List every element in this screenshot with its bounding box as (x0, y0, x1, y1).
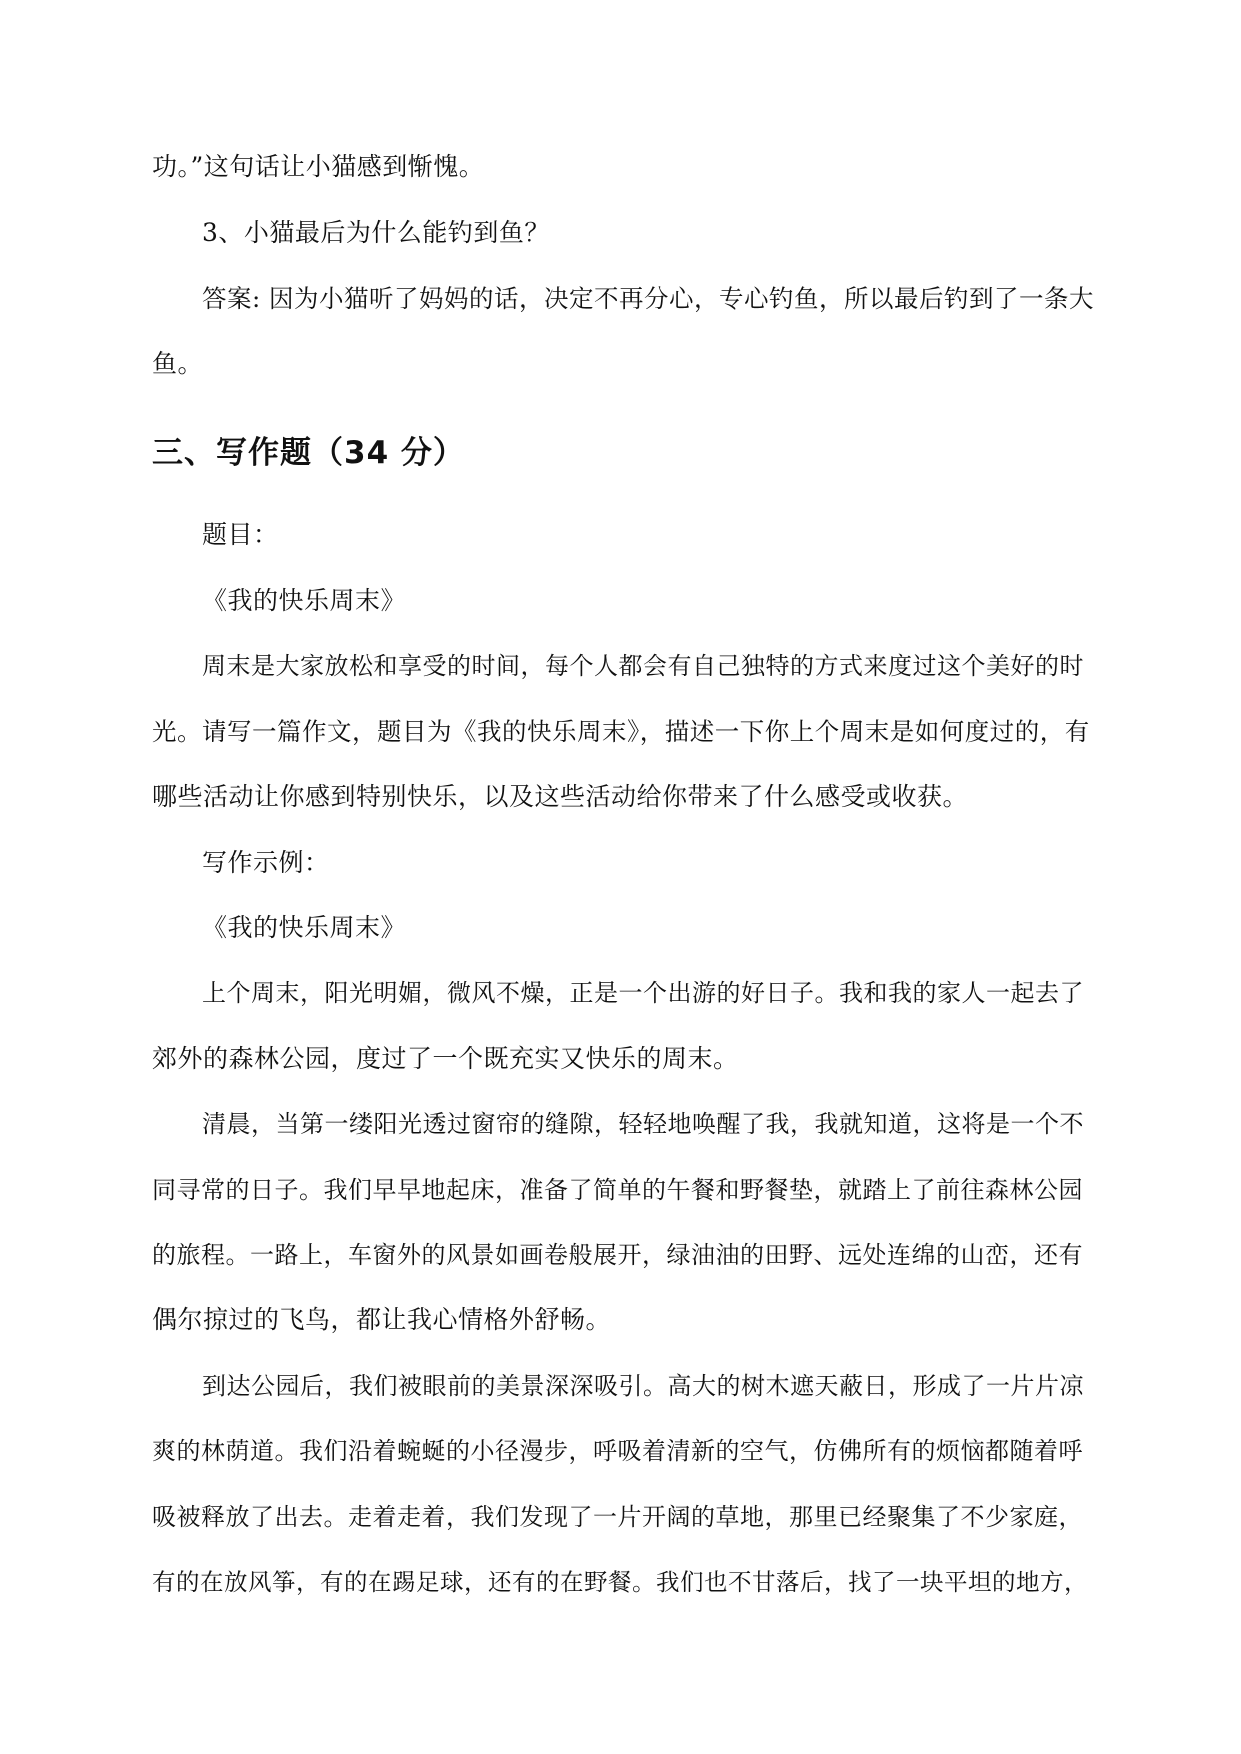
example-title: 《我的快乐周末》 (202, 913, 407, 942)
prompt-text-line-1: 周末是大家放松和享受的时间，每个人都会有自己独特的方式来度过这个美好的时 (202, 652, 1084, 680)
paragraph-3-line-2: 爽的林荫道。我们沿着蜿蜒的小径漫步，呼吸着清新的空气，仿佛所有的烦恼都随着呼 (152, 1437, 1083, 1465)
paragraph-1-line-1: 上个周末，阳光明媚，微风不燥，正是一个出游的好日子。我和我的家人一起去了 (202, 979, 1084, 1007)
paragraph-2-line-1: 清晨，当第一缕阳光透过窗帘的缝隙，轻轻地唤醒了我，我就知道，这将是一个不 (202, 1110, 1084, 1138)
prompt-text-line-3: 哪些活动让你感到特别快乐，以及这些活动给你带来了什么感受或收获。 (152, 782, 969, 811)
paragraph-2-line-3: 的旅程。一路上，车窗外的风景如画卷般展开，绿油油的田野、远处连绵的山峦，还有 (152, 1241, 1083, 1269)
section-heading-writing: 三、写作题（34 分） (152, 435, 465, 471)
paragraph-2-line-4: 偶尔掠过的飞鸟，都让我心情格外舒畅。 (152, 1305, 612, 1334)
paragraph-3-line-4: 有的在放风筝，有的在踢足球，还有的在野餐。我们也不甘落后，找了一块平坦的地方， (152, 1568, 1088, 1596)
paragraph-3-line-1: 到达公园后，我们被眼前的美景深深吸引。高大的树木遮天蔽日，形成了一片片凉 (202, 1372, 1084, 1400)
paragraph-1-line-2: 郊外的森林公园，度过了一个既充实又快乐的周末。 (152, 1044, 739, 1073)
example-label: 写作示例： (202, 848, 330, 877)
prompt-text-line-2: 光。请写一篇作文，题目为《我的快乐周末》，描述一下你上个周末是如何度过的，有 (152, 717, 1090, 746)
paragraph-3-line-3: 吸被释放了出去。走着走着，我们发现了一片开阔的草地，那里已经聚集了不少家庭， (152, 1503, 1083, 1531)
prompt-label: 题目： (202, 520, 279, 549)
paragraph-2-line-2: 同寻常的日子。我们早早地起床，准备了简单的午餐和野餐垫，就踏上了前往森林公园 (152, 1176, 1083, 1204)
answer-2-continuation: 功。”这句话让小猫感到惭愧。 (152, 152, 485, 181)
prompt-title: 《我的快乐周末》 (202, 586, 407, 615)
answer-3-line-1: 答案: 因为小猫听了妈妈的话，决定不再分心，专心钓鱼，所以最后钓到了一条大 (202, 284, 1095, 313)
question-3: 3、小猫最后为什么能钓到鱼？ (202, 218, 550, 247)
answer-3-line-2: 鱼。 (152, 349, 204, 378)
